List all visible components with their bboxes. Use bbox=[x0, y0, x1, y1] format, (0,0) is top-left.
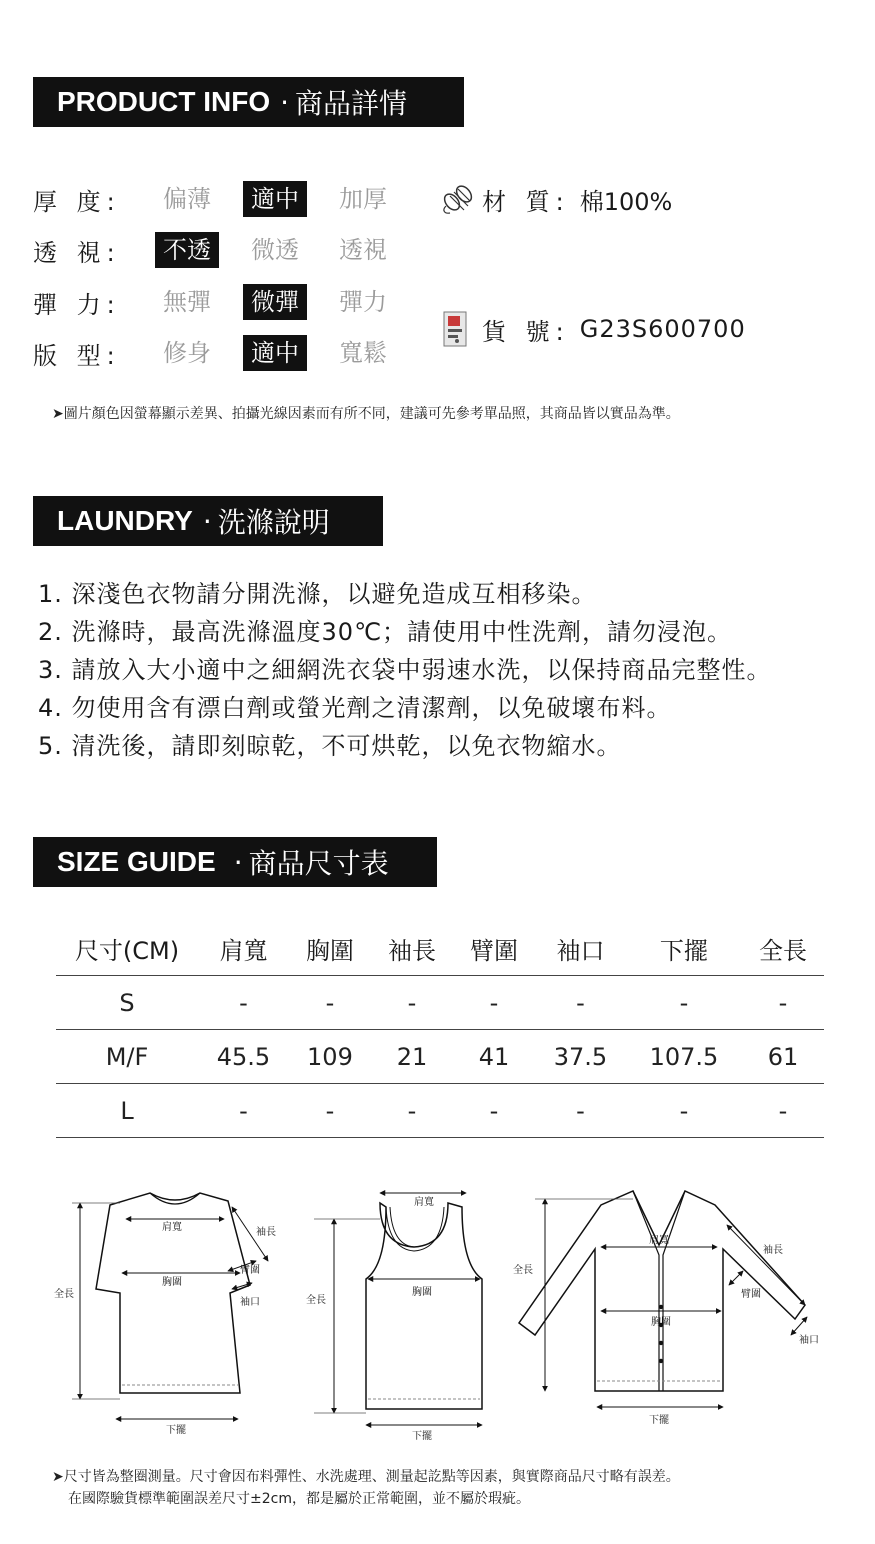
tag-icon bbox=[440, 310, 478, 348]
attr-option: 加厚 bbox=[339, 185, 387, 213]
attr-option-selected: 微彈 bbox=[231, 284, 319, 320]
laundry-header-zh: 洗滌說明 bbox=[217, 506, 330, 539]
col-header: 袖口 bbox=[535, 922, 626, 976]
table-cell: 21 bbox=[371, 1030, 453, 1084]
diagram-label-length: 全長 bbox=[306, 1295, 326, 1306]
col-header: 袖長 bbox=[371, 922, 453, 976]
table-cell: M/F bbox=[56, 1030, 198, 1084]
list-item: 1. 深淺色衣物請分開洗滌，以避免造成互相移染。 bbox=[38, 580, 597, 608]
table-cell: L bbox=[56, 1084, 198, 1138]
col-header: 下擺 bbox=[626, 922, 742, 976]
attr-label: 彈 力: bbox=[33, 290, 121, 319]
size-disclaimer-line1: ➤尺寸皆為整圈測量。尺寸會因布料彈性、水洗處理、測量起訖點等因素，與實際商品尺寸略有誤差。 bbox=[52, 1469, 680, 1485]
laundry-header bbox=[33, 496, 383, 546]
attr-option: 寬鬆 bbox=[339, 339, 387, 367]
thread-spool-icon bbox=[440, 180, 478, 218]
list-item: 3. 請放入大小適中之細網洗衣袋中弱速水洗，以保持商品完整性。 bbox=[38, 656, 772, 684]
size-guide-header bbox=[33, 837, 437, 887]
diagram-label-arm: 臂圍 bbox=[240, 1265, 260, 1276]
table-cell: - bbox=[626, 1084, 742, 1138]
attr-option-selected: 適中 bbox=[231, 181, 319, 217]
diagram-label-chest: 胸圍 bbox=[651, 1317, 671, 1328]
diagram-label-hem: 下擺 bbox=[166, 1425, 186, 1436]
attr-row-thickness bbox=[33, 180, 407, 218]
attr-label: 透 視: bbox=[33, 238, 121, 267]
list-item: 4. 勿使用含有漂白劑或螢光劑之清潔劑，以免破壞布料。 bbox=[38, 694, 672, 722]
table-cell: - bbox=[742, 976, 824, 1030]
table-header-row bbox=[56, 922, 824, 976]
diagram-label-length: 全長 bbox=[513, 1265, 533, 1276]
table-cell: 41 bbox=[453, 1030, 535, 1084]
product-info-header-sep: · bbox=[280, 85, 290, 119]
diagram-label-chest: 胸圍 bbox=[412, 1287, 432, 1298]
col-header: 臂圍 bbox=[453, 922, 535, 976]
laundry-header-en: LAUNDRY bbox=[57, 505, 193, 536]
sku-value: G23S600700 bbox=[579, 315, 746, 343]
table-cell: - bbox=[198, 1084, 289, 1138]
table-cell: - bbox=[453, 976, 535, 1030]
attr-label: 版 型: bbox=[33, 341, 121, 370]
cardigan-diagram bbox=[505, 1185, 835, 1445]
diagram-label-sleeve: 袖長 bbox=[763, 1245, 783, 1256]
list-item: 5. 清洗後，請即刻晾乾，不可烘乾，以免衣物縮水。 bbox=[38, 732, 622, 760]
tshirt-diagram bbox=[50, 1185, 290, 1445]
attr-option: 修身 bbox=[163, 339, 211, 367]
size-guide-header-sep: · bbox=[233, 845, 243, 879]
table-cell: 45.5 bbox=[198, 1030, 289, 1084]
diagram-label-sleeve: 袖長 bbox=[256, 1227, 276, 1238]
material-label: 材 質: bbox=[482, 187, 570, 216]
size-disclaimer-line2: 在國際驗貨標準範圍誤差尺寸±2cm，都是屬於正常範圍，並不屬於瑕疵。 bbox=[68, 1491, 530, 1507]
diagram-label-hem: 下擺 bbox=[412, 1431, 432, 1442]
diagram-label-cuff: 袖口 bbox=[799, 1335, 819, 1346]
laundry-list bbox=[38, 575, 772, 765]
table-cell: - bbox=[535, 1084, 626, 1138]
diagram-label-hem: 下擺 bbox=[649, 1415, 669, 1426]
attr-label: 厚 度: bbox=[33, 187, 121, 216]
attr-option-selected: 適中 bbox=[231, 335, 319, 371]
size-disclaimer bbox=[52, 1466, 680, 1510]
col-header: 肩寬 bbox=[198, 922, 289, 976]
size-guide-header-zh: 商品尺寸表 bbox=[248, 847, 389, 880]
sku-label: 貨 號: bbox=[482, 317, 570, 346]
table-cell: 61 bbox=[742, 1030, 824, 1084]
table-cell: S bbox=[56, 976, 198, 1030]
diagram-label-arm: 臂圍 bbox=[741, 1289, 761, 1300]
product-info-header bbox=[33, 77, 464, 127]
table-cell: - bbox=[289, 976, 371, 1030]
table-cell: 37.5 bbox=[535, 1030, 626, 1084]
table-cell: 109 bbox=[289, 1030, 371, 1084]
table-cell: - bbox=[198, 976, 289, 1030]
attr-row-fit bbox=[33, 334, 407, 372]
product-info-header-zh: 商品詳情 bbox=[295, 87, 408, 120]
sku-row bbox=[440, 310, 746, 348]
table-cell: - bbox=[535, 976, 626, 1030]
table-row bbox=[56, 1030, 824, 1084]
table-cell: - bbox=[453, 1084, 535, 1138]
attr-option: 彈力 bbox=[339, 288, 387, 316]
table-cell: - bbox=[626, 976, 742, 1030]
table-cell: - bbox=[289, 1084, 371, 1138]
diagram-label-shoulder: 肩寬 bbox=[414, 1197, 434, 1208]
table-row bbox=[56, 976, 824, 1030]
table-cell: - bbox=[742, 1084, 824, 1138]
list-item: 2. 洗滌時，最高洗滌溫度30℃；請使用中性洗劑，請勿浸泡。 bbox=[38, 618, 733, 646]
attr-option-selected: 不透 bbox=[143, 232, 231, 268]
attr-option: 透視 bbox=[339, 236, 387, 264]
table-row bbox=[56, 1084, 824, 1138]
diagram-label-length: 全長 bbox=[54, 1289, 74, 1300]
col-header: 尺寸(CM) bbox=[56, 922, 198, 976]
table-cell: - bbox=[371, 976, 453, 1030]
laundry-header-sep: · bbox=[202, 504, 212, 538]
attr-row-transparency bbox=[33, 231, 407, 269]
table-cell: - bbox=[371, 1084, 453, 1138]
size-table bbox=[56, 922, 824, 1138]
material-value: 棉100% bbox=[579, 187, 673, 216]
tank-diagram bbox=[300, 1185, 500, 1445]
diagram-label-cuff: 袖口 bbox=[240, 1297, 260, 1308]
diagram-label-shoulder: 肩寬 bbox=[162, 1222, 182, 1233]
material-row bbox=[440, 180, 672, 218]
size-guide-header-en: SIZE GUIDE bbox=[57, 846, 216, 877]
product-info-header-en: PRODUCT INFO bbox=[57, 86, 271, 117]
attr-option: 微透 bbox=[251, 236, 299, 264]
attr-option: 無彈 bbox=[163, 288, 211, 316]
color-disclaimer: ➤圖片顏色因螢幕顯示差異、拍攝光線因素而有所不同，建議可先參考單品照，其商品皆以實品為準。 bbox=[52, 406, 680, 422]
diagram-label-shoulder: 肩寬 bbox=[649, 1235, 669, 1246]
table-cell: 107.5 bbox=[626, 1030, 742, 1084]
attr-option: 偏薄 bbox=[163, 185, 211, 213]
attr-row-elasticity bbox=[33, 283, 407, 321]
diagram-label-chest: 胸圍 bbox=[162, 1277, 182, 1288]
col-header: 全長 bbox=[742, 922, 824, 976]
col-header: 胸圍 bbox=[289, 922, 371, 976]
